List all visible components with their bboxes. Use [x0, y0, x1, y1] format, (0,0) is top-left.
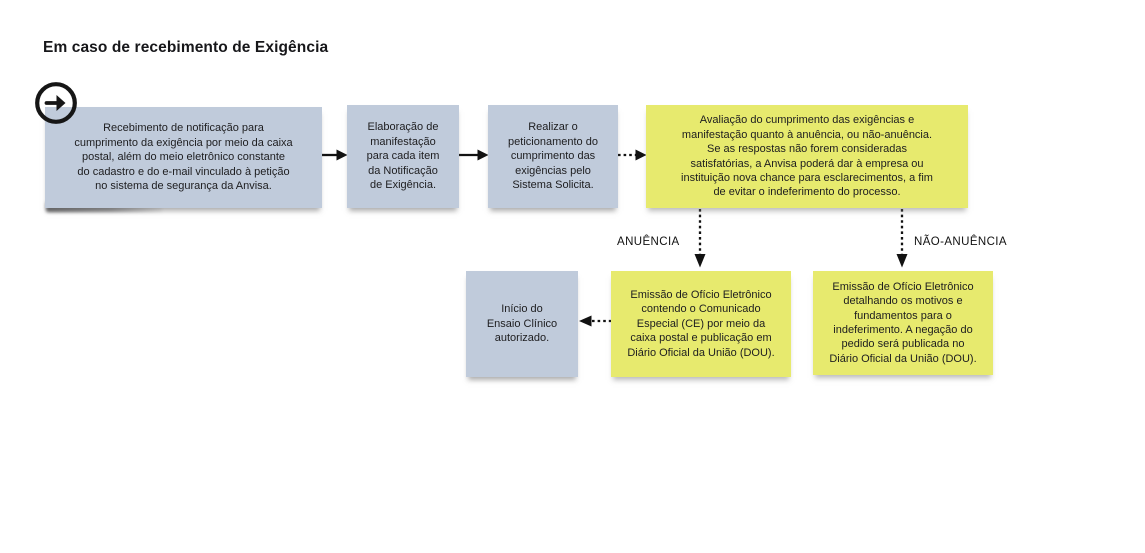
outcome-oficio-anuencia-text: Emissão de Ofício Eletrônico contendo o Comunicado Especial (CE) por meio da caixa postal e publicação em Diário Oficial da União (DOU).: [627, 288, 775, 359]
step-peticionamento-text: Realizar o peticionamento do cumprimento das exigências pelo Sistema Solicita.: [508, 121, 598, 192]
page-title: Em caso de recebimento de Exigência: [43, 39, 329, 56]
label-anuencia: ANUÊNCIA: [617, 236, 680, 248]
outcome-inicio-ensaio-clinico: [466, 271, 578, 377]
arrow-recebimento-to-elaboracao: [322, 147, 348, 163]
outcome-oficio-indeferimento: [813, 271, 993, 375]
arrow-nao-anuencia-down-dotted: [894, 208, 910, 269]
arrow-oficio-to-inicio-dotted: [578, 314, 611, 328]
step-peticionamento-solicita: [488, 105, 618, 208]
step-elaboracao-text: Elaboração de manifestação para cada item da Notificação de Exigência.: [366, 121, 440, 192]
step-elaboracao-manifestacao: [347, 105, 459, 208]
circle-arrow-right-icon: [33, 80, 79, 126]
step-avaliacao-text: Avaliação do cumprimento das exigências e manifestação quanto à anuência, ou não-anuência. Se as respostas não forem consideradas satisfatórias, a Anvisa poderá dar à empresa ou instituição nova chance para esclarecimentos, a fim de evitar o indeferimento do processo.: [681, 114, 933, 199]
arrow-elaboracao-to-peticionamento: [459, 147, 489, 163]
outcome-inicio-text: Início do Ensaio Clínico autorizado.: [486, 303, 558, 345]
outcome-oficio-indeferimento-text: Emissão de Ofício Eletrônico detalhando os motivos e fundamentos para o indeferimento. A negação do pedido será publicada no Diário Oficial da União (DOU).: [829, 280, 977, 365]
step-recebimento-text: Recebimento de notificação para cumprimento da exigência por meio da caixa postal, além do meio eletrônico constante do cadastro e do e-mail vinculado à petição no sistema de segurança da Anvisa.: [74, 122, 293, 193]
label-nao-anuencia: NÃO-ANUÊNCIA: [914, 236, 1007, 248]
step-avaliacao-cumprimento: [646, 105, 968, 208]
outcome-oficio-anuencia: [611, 271, 791, 377]
arrow-peticionamento-to-avaliacao-dotted: [618, 147, 647, 163]
step-recebimento-notificacao: [45, 107, 322, 208]
arrow-anuencia-down-dotted: [692, 208, 708, 269]
